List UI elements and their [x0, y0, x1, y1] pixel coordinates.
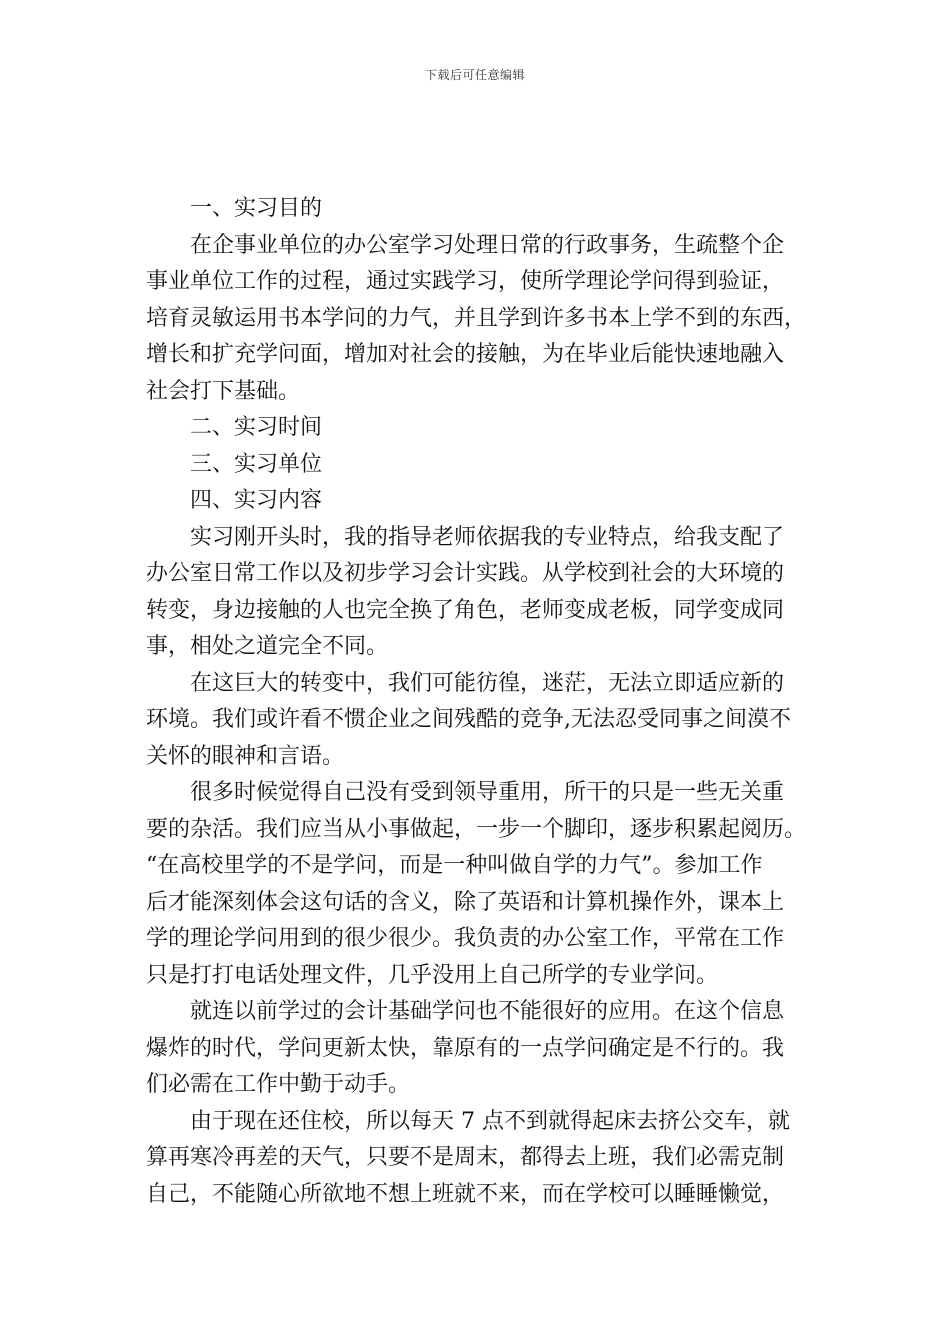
text-line: 办公室日常工作以及初步学习会计实践。从学校到社会的大环境的 [146, 561, 785, 586]
page-header: 下载后可任意编辑 [424, 68, 525, 82]
text-line: 后才能深刻体会这句话的含义，除了英语和计算机操作外，课本上 [146, 889, 785, 915]
text-line: 很多时候觉得自己没有受到领导重用，所干的只是一些无关重 [190, 780, 785, 805]
text-line: 算再寒冷再差的天气，只要不是周末，都得去上班，我们必需克制 [146, 1145, 785, 1170]
text-line: 实习刚开头时，我的指导老师依据我的专业特点，给我支配了 [190, 524, 785, 550]
text-line: 在这巨大的转变中，我们可能彷徨，迷茫，无法立即适应新的 [190, 670, 785, 696]
text-line: 环境。我们或许看不惯企业之间残酷的竞争,无法忍受同事之间漠不 [146, 707, 791, 732]
text-line: 由于现在还住校，所以每天 7 点不到就得起床去挤公交车，就 [190, 1108, 790, 1134]
text-line: 增长和扩充学问面，增加对社会的接触，为在毕业后能快速地融入 [146, 342, 785, 367]
text-line: 四、实习内容 [190, 488, 323, 513]
text-line: 自己，不能随心所欲地不想上班就不来，而在学校可以睡睡懒觉， [146, 1181, 785, 1207]
text-line: 就连以前学过的会计基础学问也不能很好的应用。在这个信息 [190, 999, 785, 1024]
text-line: 二、实习时间 [190, 415, 323, 440]
text-line: 学的理论学问用到的很少很少。我负责的办公室工作，平常在工作 [146, 926, 785, 951]
text-line: 要的杂活。我们应当从小事做起，一步一个脚印，逐步积累起阅历。 [146, 816, 807, 842]
text-line: 转变，身边接触的人也完全换了角色，老师变成老板，同学变成同 [146, 597, 785, 623]
text-line: 三、实习单位 [190, 451, 323, 477]
document-body [146, 191, 818, 1213]
text-line: “在高校里学的不是学问，而是一种叫做自学的力气”。参加工作 [146, 853, 763, 878]
text-line: 们必需在工作中勤于动手。 [146, 1072, 411, 1097]
text-line: 在企事业单位的办公室学习处理日常的行政事务，生疏整个企 [190, 232, 785, 258]
text-line: 培育灵敏运用书本学问的力气，并且学到许多书本上学不到的东西， [146, 305, 807, 331]
text-line: 事业单位工作的过程，通过实践学习，使所学理论学问得到验证， [146, 269, 785, 294]
text-line: 关怀的眼神和言语。 [146, 743, 345, 769]
text-line: 事，相处之道完全不同。 [146, 634, 389, 659]
text-line: 社会打下基础。 [146, 378, 301, 404]
text-line: 只是打打电话处理文件，几乎没用上自己所学的专业学问。 [146, 962, 719, 988]
text-line: 爆炸的时代，学问更新太快，靠原有的一点学问确定是不行的。我 [146, 1035, 785, 1061]
text-line: 一、实习目的 [190, 196, 323, 221]
